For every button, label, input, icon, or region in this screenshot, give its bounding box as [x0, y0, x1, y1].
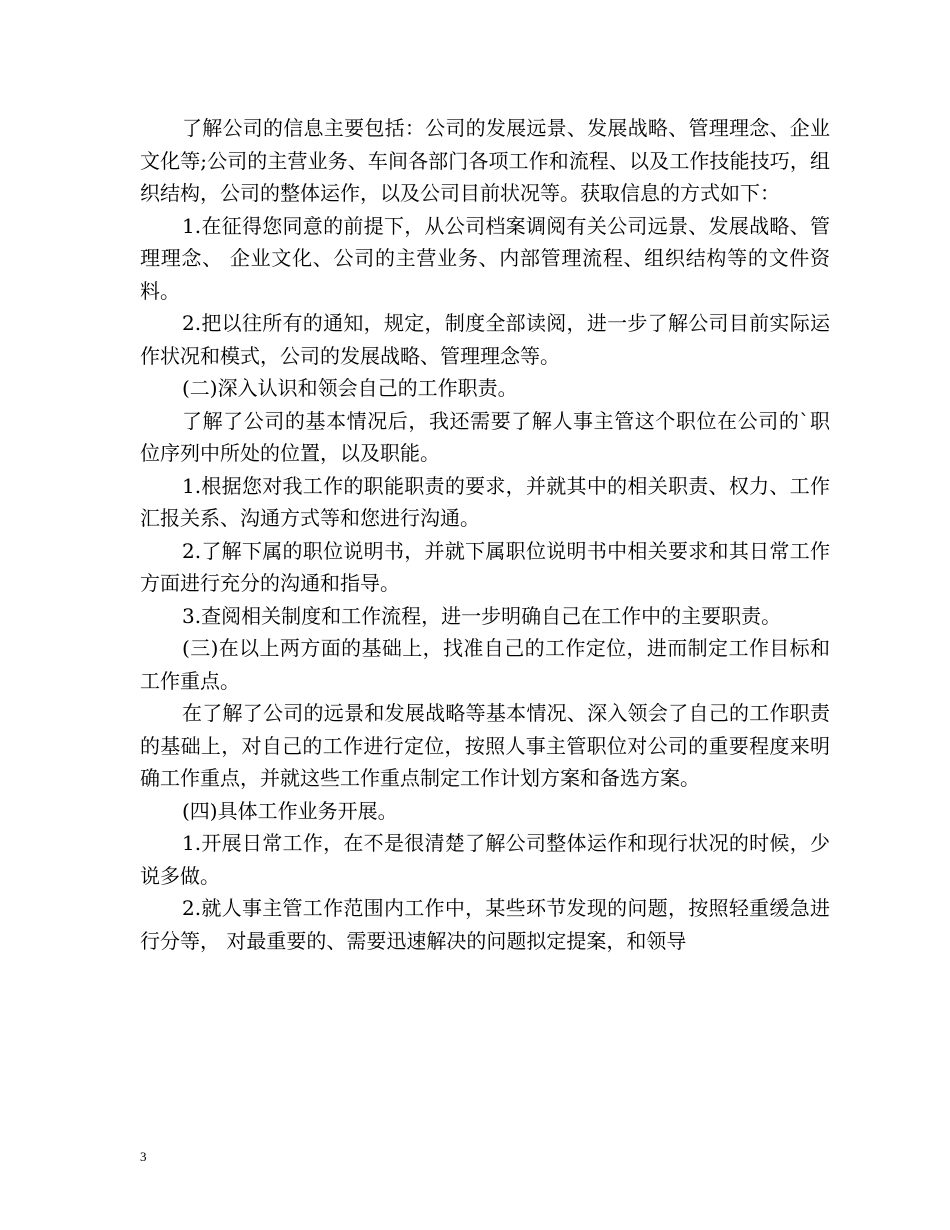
paragraph: 在了解了公司的远景和发展战略等基本情况、深入领会了自己的工作职责的基础上，对自己的工作进行定位，按照人事主管职位对公司的重要程度来明确工作重点，并就这些工作重点制定工作计划方案和备选方案。 [140, 701, 830, 790]
paragraph: 2.了解下属的职位说明书，并就下属职位说明书中相关要求和其日常工作方面进行充分的沟通和指导。 [140, 538, 830, 595]
paragraph: 了解了公司的基本情况后，我还需要了解人事主管这个职位在公司的`职位序列中所处的位置，以及职能。 [140, 408, 830, 465]
paragraph: 1.开展日常工作，在不是很清楚了解公司整体运作和现行状况的时候，少说多做。 [140, 831, 830, 888]
paragraph: 3.查阅相关制度和工作流程，进一步明确自己在工作中的主要职责。 [182, 603, 782, 628]
paragraph: 1.在征得您同意的前提下，从公司档案调阅有关公司远景、发展战略、管理理念、 企业文化、公司的主营业务、内部管理流程、组织结构等的文件资料。 [140, 213, 830, 303]
paragraph: 1.根据您对我工作的职能职责的要求，并就其中的相关职责、权力、工作汇报关系、沟通方式等和您进行沟通。 [140, 473, 830, 530]
paragraph: 2.就人事主管工作范围内工作中，某些环节发现的问题，按照轻重缓急进行分等， 对最重要的、需要迅速解决的问题拟定提案，和领导 [140, 896, 830, 953]
paragraph: 2.把以往所有的通知，规定，制度全部读阅，进一步了解公司目前实际运作状况和模式，公司的发展战略、管理理念等。 [140, 311, 830, 368]
section-heading: (四)具体工作业务开展。 [182, 798, 398, 823]
section-heading: (二)深入认识和领会自己的工作职责。 [182, 376, 518, 400]
section-heading: (三)在以上两方面的基础上，找准自己的工作定位，进而制定工作目标和工作重点。 [140, 636, 830, 693]
page-number: 3 [140, 1149, 147, 1164]
paragraph: 了解公司的信息主要包括：公司的发展远景、发展战略、管理理念、企业文化等;公司的主营业务、车间各部门各项工作和流程、以及工作技能技巧，组织结构，公司的整体运作，以及公司目前状况等。获取信息的方式如下： [140, 116, 830, 205]
document-body [140, 112, 830, 957]
